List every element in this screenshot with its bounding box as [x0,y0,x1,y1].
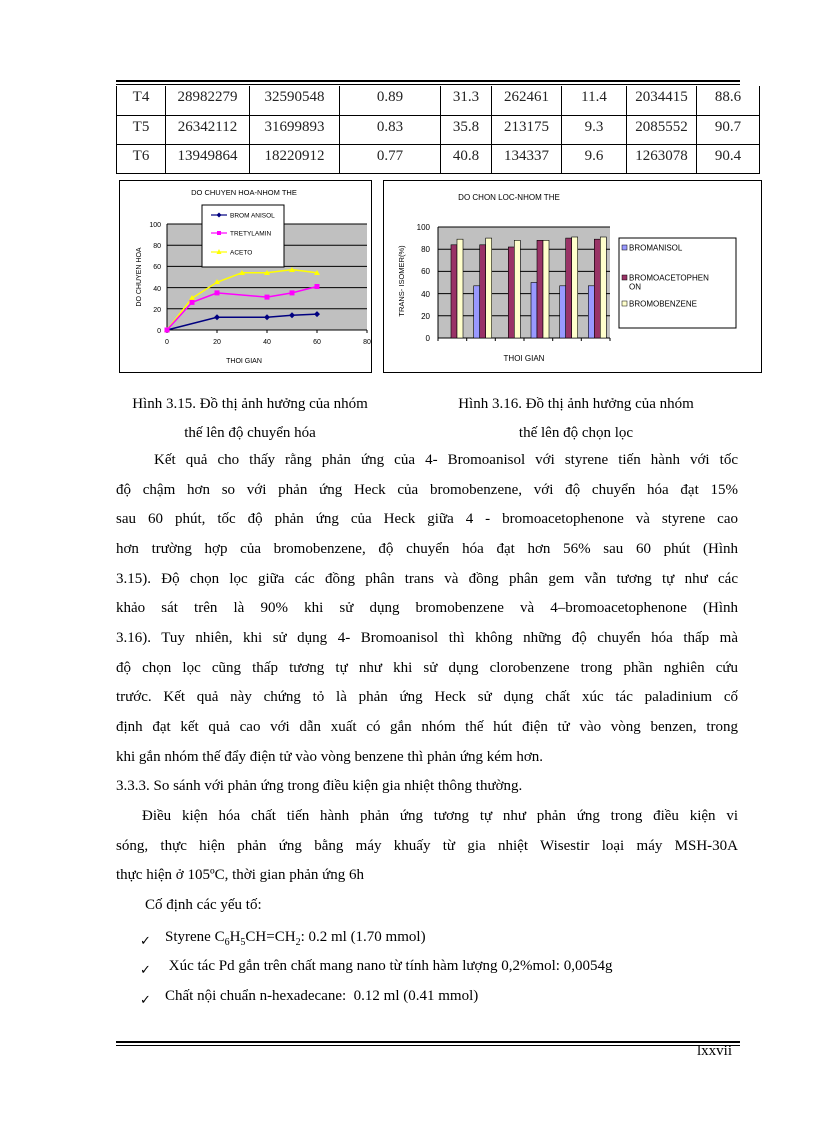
svg-text:40: 40 [421,290,430,299]
caption-line: Hình 3.16. Đồ thị ảnh hưởng của nhóm [458,396,694,412]
paragraph-line: 3.15). Độ chọn lọc giữa các đồng phân trans và đồng phân gem vẫn tương tự như các [116,571,738,587]
svg-text:80: 80 [421,245,430,254]
checkmark-icon: ✓ [140,992,151,1007]
table-cell: 13949864 [166,144,250,173]
svg-text:TRETYLAMIN: TRETYLAMIN [230,230,272,238]
paragraph-line: hơn trường hợp của bromobenzene, độ chuyển hóa đạt hơn 56% sau 60 phút (Hình [116,541,738,557]
table-cell: 28982279 [166,86,250,115]
table-cell: 262461 [492,86,562,115]
table-cell: 1263078 [627,144,697,173]
x-tick-labels [165,339,371,346]
y-tick-labels [417,223,431,343]
list-item: Styrene $C_6H_5CH=CH_2$: 0.2 ml (1.70 mmol) [165,929,426,948]
table-cell: 31699893 [250,115,340,144]
table-cell: 26342112 [166,115,250,144]
page-number: lxxvii [697,1043,733,1059]
paragraph-line: định đạt kết quả cao với dẫn xuất có gắn nhóm thế hút điện tử vào vòng benzen, trong [116,719,738,735]
line-chart-svg [120,181,371,372]
paragraph-line: Kết quả cho thấy rằng phản ứng của 4- Bromoanisol với styrene tiến hành với tốc [154,452,738,468]
y-axis-label: TRANS- ISOMER(%) [397,245,406,317]
list-item: Chất nội chuẩn n-hexadecane: 0.12 ml (0.41 mmol) [165,988,479,1004]
table-cell: 88.6 [697,86,760,115]
plot-area [438,227,610,338]
caption-line: Hình 3.15. Đồ thị ảnh hưởng của nhóm [132,396,368,412]
table-cell: 2085552 [627,115,697,144]
table-cell: 40.8 [441,144,492,173]
paragraph-line: khi gắn nhóm thế đẩy điện tử vào vòng benzene thì phản ứng kém hơn. [116,749,544,765]
svg-text:0: 0 [165,339,169,346]
paragraph-line: khảo sát trên là 90% khi sử dụng bromobenzene và 4–bromoacetophenone (Hình [116,600,738,616]
x-axis-label: THOI GIAN [226,358,262,365]
svg-text:BROMANISOL: BROMANISOL [629,243,683,253]
conversion-line-chart [119,180,372,373]
svg-text:0: 0 [157,328,161,335]
svg-text:60: 60 [421,267,430,276]
chart-title: DO CHUYEN HOA-NHOM THE [191,188,297,197]
svg-text:0: 0 [425,334,430,343]
svg-text:40: 40 [153,286,161,293]
table-cell: 90.7 [697,115,760,144]
svg-text:ON: ON [629,282,641,292]
svg-text:60: 60 [153,264,161,271]
y-tick-labels [149,222,161,335]
paragraph-line: 3.16). Tuy nhiên, khi sử dụng 4- Bromoanisol thì không những độ chuyển hóa thấp mà [116,630,738,646]
svg-text:20: 20 [153,307,161,314]
checkmark-icon: ✓ [140,962,151,977]
svg-text:BROMOBENZENE: BROMOBENZENE [629,299,698,309]
svg-text:80: 80 [363,339,371,346]
footer-rule-thin [116,1045,740,1046]
svg-text:100: 100 [149,222,161,229]
table-cell: 35.8 [441,115,492,144]
section-heading: 3.3.3. So sánh với phản ứng trong điều kiện gia nhiệt thông thường. [116,778,523,794]
table-cell: 11.4 [562,86,627,115]
table-cell: 31.3 [441,86,492,115]
table-cell: 2034415 [627,86,697,115]
svg-text:20: 20 [421,312,430,321]
bar-chart-svg [384,181,761,372]
svg-text:ACETO: ACETO [230,249,253,257]
paragraph-line: độ chọn lọc cũng thấp tương tự như khi sử dụng clorobenzene trong phần nghiên cứu [116,660,738,676]
table-cell: 0.83 [340,115,441,144]
paragraph-line: Điều kiện hóa chất tiến hành phản ứng tương tự như phản ứng trong điều kiện vi [142,808,738,824]
svg-text:80: 80 [153,243,161,250]
svg-text:20: 20 [213,339,221,346]
paragraph-line: độ chậm hơn so với phản ứng Heck của bromobenzene, với độ chuyển hóa đạt 15% [116,482,738,498]
table-row [117,86,760,115]
svg-text:60: 60 [313,339,321,346]
caption-line: thế lên độ chuyển hóa [184,425,316,441]
svg-text:40: 40 [263,339,271,346]
chart-title: DO CHON LOC-NHOM THE [458,193,560,202]
header-rule [116,80,740,82]
svg-text:BROM ANISOL: BROM ANISOL [230,212,275,220]
svg-text:100: 100 [416,223,430,232]
checkmark-icon: ✓ [140,933,151,948]
x-axis-label: THOI GIAN [503,354,545,363]
header-rule-thin [116,84,740,85]
svg-text:BROMOACETOPHEN: BROMOACETOPHEN [629,273,709,283]
table-cell: 18220912 [250,144,340,173]
table-cell: 9.3 [562,115,627,144]
caption-line: thế lên độ chọn lọc [518,425,634,441]
table-row [117,144,760,173]
table-cell: 90.4 [697,144,760,173]
table-cell: T4 [117,86,166,115]
table-cell: 0.89 [340,86,441,115]
selectivity-bar-chart [383,180,762,373]
list-item: Xúc tác Pd gắn trên chất mang nano từ tính hàm lượng 0,2%mol: 0,0054g [165,958,613,974]
paragraph-line: sóng, thực hiện phản ứng bằng máy khuấy từ gia nhiệt Wisestir loại máy MSH-30A [116,838,738,854]
table-cell: 213175 [492,115,562,144]
paragraph-line: sau 60 phút, tốc độ phản ứng của Heck giữa 4 - bromoacetophenone và styrene cao [116,511,738,527]
paragraph-line: thực hiện ở 105ºC, thời gian phản ứng 6h [116,867,364,883]
figure-caption-3-16 [431,390,721,448]
results-table [116,86,760,174]
table-row [117,115,760,144]
paragraph-line: trước. Kết quả này chứng tỏ là phản ứng Heck sử dụng chất xúc tác paladinium cố [116,689,738,705]
table-cell: T5 [117,115,166,144]
table-cell: 9.6 [562,144,627,173]
table-cell: T6 [117,144,166,173]
table-cell: 32590548 [250,86,340,115]
table-cell: 0.77 [340,144,441,173]
fixed-factors-label: Cố định các yếu tố: [145,897,262,913]
figure-caption-3-15 [119,390,381,448]
y-axis-label: DO CHUYEN HOA [136,247,143,307]
footer-rule [116,1041,740,1043]
table-cell: 134337 [492,144,562,173]
